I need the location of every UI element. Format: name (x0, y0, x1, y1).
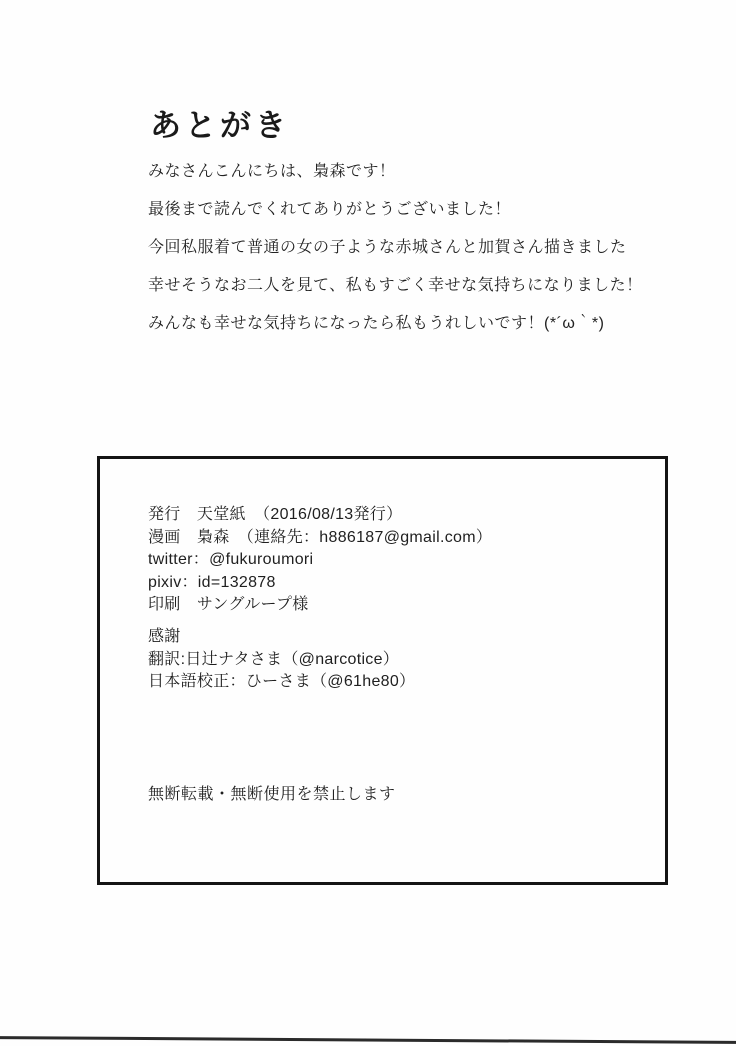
colophon-box (97, 456, 668, 885)
paragraph-line: 最後まで読んでくれてありがとうございました！ (148, 201, 512, 218)
thanks-line-proofreader: 日本語校正：ひーさま（@61he80） (148, 673, 416, 691)
colophon-line-artist: 漫画 梟森 （連絡先：h886187@gmail.com） (148, 528, 493, 546)
usage-notice: 無断転載・無断使用を禁止します (148, 786, 396, 803)
paragraph-line: 今回私服着て普通の女の子ような赤城さんと加賀さん描きました (148, 239, 627, 256)
colophon-line-publisher: 発行 天堂紙 （2016/08/13発行） (148, 506, 403, 523)
colophon-line-pixiv: pixiv：id=132878 (148, 573, 276, 591)
thanks-header: 感謝 (148, 628, 181, 645)
colophon-line-printer: 印刷 サングループ様 (148, 596, 309, 614)
colophon-line-twitter: twitter：@fukuroumori (148, 551, 314, 569)
thanks-section (148, 626, 415, 694)
paragraph-line: 幸せそうなお二人を見て、私もすごく幸せな気持ちになりました！ (148, 277, 643, 294)
thanks-line-translator: 翻訳:日辻ナタさま（@narcotice） (148, 650, 400, 668)
page-edge-scan-line (0, 1036, 736, 1044)
page-title: あとがき (150, 108, 290, 143)
paragraph-line: みなさんこんにちは、梟森です！ (148, 163, 396, 180)
afterword-paragraph (148, 162, 643, 334)
colophon-credits (148, 504, 492, 617)
paragraph-line: みんなも幸せな気持ちになったら私もうれしいです！(*´ω｀*) (148, 315, 605, 332)
